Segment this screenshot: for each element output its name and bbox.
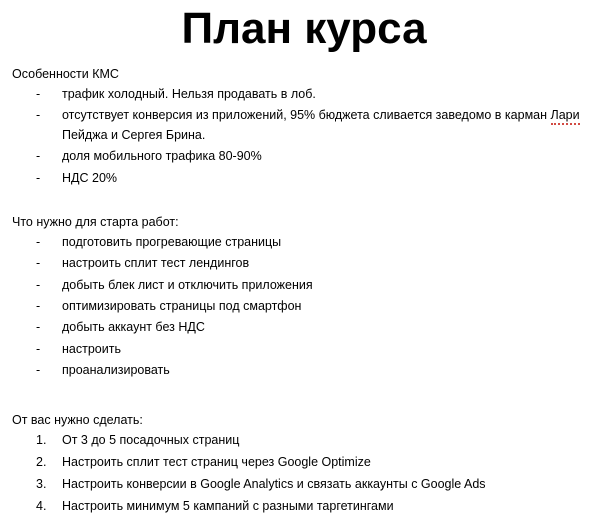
dash-list-start-requirements — [12, 233, 596, 381]
list-item: От 3 до 5 посадочных страниц — [62, 433, 240, 448]
list-item: - НДС 20% — [36, 169, 596, 188]
list-item: - добыть аккаунт без НДС — [36, 318, 596, 337]
section-start-requirements — [12, 214, 596, 381]
section-your-tasks — [12, 412, 596, 516]
list-item: Настроить конверсии в Google Analytics и связать аккаунты с Google Ads — [62, 476, 486, 491]
list-item: - настроить — [36, 340, 596, 359]
section-heading: От вас нужно сделать: — [12, 413, 143, 428]
list-item — [36, 106, 596, 145]
dash-list-kms-features — [12, 85, 596, 188]
page-title: План курса — [181, 4, 427, 53]
list-item: Настроить сплит тест страниц через Google Optimize — [62, 455, 371, 470]
list-item: - добыть блек лист и отключить приложения — [36, 276, 596, 295]
section-heading: Особенности КМС — [12, 67, 119, 82]
section-heading: Что нужно для старта работ: — [12, 214, 179, 229]
spacer — [12, 190, 596, 200]
list-item: - трафик холодный. Нельзя продавать в лоб. — [36, 85, 596, 104]
spellcheck-underlined-word: Лари — [551, 108, 580, 125]
numbered-list-your-tasks — [12, 431, 596, 516]
section-kms-features — [12, 66, 596, 188]
list-item: Настроить минимум 5 кампаний с разными таргетингами — [62, 498, 394, 513]
list-item: - оптимизировать страницы под смартфон — [36, 297, 596, 316]
list-item-text: отсутствует конверсия из приложений, 95% бюджета сливается заведомо в карман Лари Пейджа и Сергея Брина. — [62, 108, 580, 142]
list-item: - подготовить прогревающие страницы — [36, 233, 596, 252]
spacer — [12, 382, 596, 398]
list-item: - доля мобильного трафика 80-90% — [36, 147, 596, 166]
document-page — [0, 4, 608, 513]
list-item: - проанализировать — [36, 361, 596, 380]
list-item: - настроить сплит тест лендингов — [36, 254, 596, 273]
